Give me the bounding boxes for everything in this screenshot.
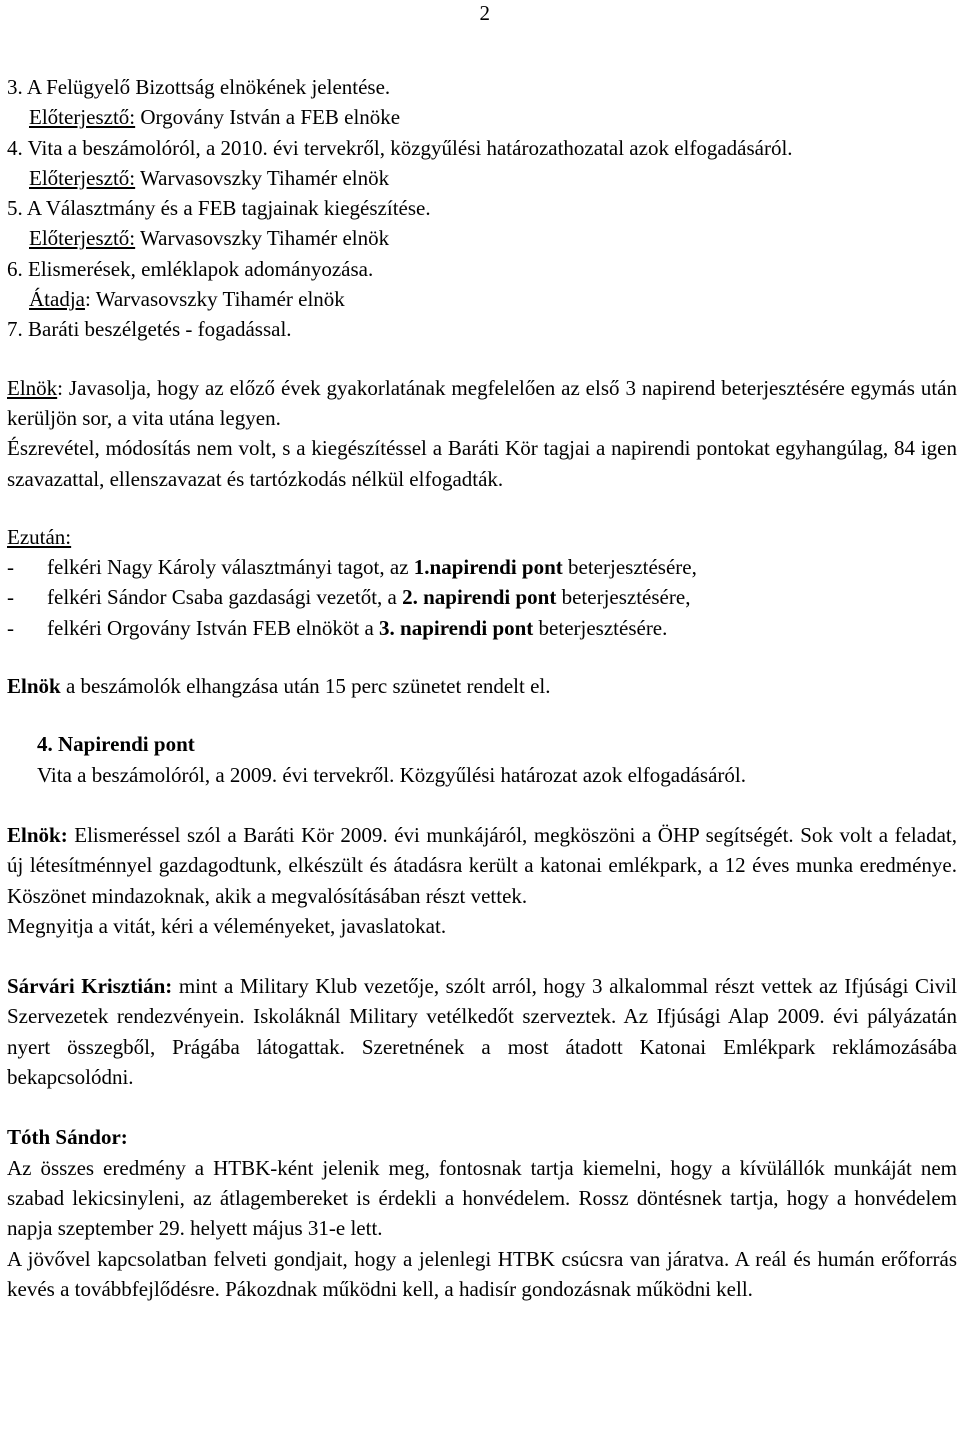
speaker-label: Sárvári Krisztián: bbox=[7, 974, 173, 999]
dash-marker: - bbox=[7, 585, 14, 610]
ezutan-heading: Ezután: bbox=[7, 524, 72, 549]
vote-result: Észrevétel, módosítás nem volt, s a kiegészítéssel a Baráti Kör tagjai a napirendi pontokat egyhangúlag, 84 igen szavazattal, ellenszavazat és tartózkodás nélkül elfogadták. bbox=[7, 436, 957, 491]
napirend-4-title: 4. Napirendi pont bbox=[37, 732, 195, 757]
paragraph-text: a beszámolók elhangzása után 15 perc szünetet rendelt el. bbox=[60, 674, 551, 699]
ezutan-item-2 bbox=[7, 582, 957, 612]
presenter-name: Warvasovszky Tihamér elnök bbox=[135, 165, 390, 190]
speaker-label: Elnök bbox=[7, 375, 58, 400]
paragraph-text: Elismeréssel szól a Baráti Kör 2009. évi munkájáról, megköszöni a ÖHP segítségét. Sok volt a feladat, új létesítménnyel gazdagodtunk, elkészült és átadásra került a katonai emlékpark, a 12 éves munka eredménye. Köszönet mindazoknak, akik a megvalósításában részt vettek. bbox=[7, 822, 957, 908]
chair-opens-debate: Megnyitja a vitát, kéri a véleményeket, javaslatokat. bbox=[7, 913, 447, 938]
ezutan-item-1 bbox=[7, 552, 957, 582]
agenda-item-7: 7. Baráti beszélgetés - fogadással. bbox=[7, 317, 292, 342]
presenter-label: Átadja bbox=[29, 287, 85, 312]
chair-proposal bbox=[7, 373, 957, 434]
presenter-label: Előterjesztő: bbox=[29, 105, 136, 130]
agenda-item-4: 4. Vita a beszámolóról, a 2010. évi tervekről, közgyűlési határozathozatal azok elfogadásáról. bbox=[7, 135, 793, 160]
agenda-item-3-presenter bbox=[7, 102, 957, 132]
toth-statement-1: Az összes eredmény a HTBK-ként jelenik meg, fontosnak tartja kiemelni, hogy a kívülállók munkáját nem szabad lekicsinyleni, az átlagembereket is érdekli a honvédelem. Rossz döntésnek tartja, hogy a honvédelem napja szeptember 29. helyett május 31-e lett. bbox=[7, 1155, 957, 1241]
agenda-item-6: 6. Elismerések, emléklapok adományozása. bbox=[7, 256, 374, 281]
paragraph-text: mint a Military Klub vezetője, szólt arról, hogy 3 alkalommal részt vettek az Ifjúsági Civil Szervezetek rendezvényein. Iskoláknál Military vetélkedőt szerveztek. Az Ifjúsági Alap 2009. évi pályázatán nyert összegből, Prágába látogattak. Szeretnének a most átadott Katonai Emlékpark reklámozásába bekapcsolódni. bbox=[7, 974, 958, 1090]
sarvari-statement bbox=[7, 971, 957, 1092]
ezutan-text: felkéri Orgovány István FEB elnököt a 3. napirendi pont beterjesztésére. bbox=[47, 615, 668, 640]
ezutan-label bbox=[7, 522, 957, 552]
presenter-name: Warvasovszky Tihamér elnök bbox=[135, 226, 390, 251]
ezutan-text: felkéri Sándor Csaba gazdasági vezetőt, a 2. napirendi pont beterjesztésére, bbox=[47, 585, 691, 610]
toth-label: Tóth Sándor: bbox=[7, 1125, 128, 1150]
agenda-item-6-presenter bbox=[7, 284, 957, 314]
break-note bbox=[7, 671, 957, 701]
napirend-4-subtitle: Vita a beszámolóról, a 2009. évi tervekről. Közgyűlési határozat azok elfogadásáról. bbox=[37, 762, 746, 787]
ezutan-item-3 bbox=[7, 613, 957, 643]
presenter-name: : Warvasovszky Tihamér elnök bbox=[84, 287, 345, 312]
speaker-label: Elnök bbox=[7, 674, 61, 699]
page-number: 2 bbox=[479, 1, 490, 25]
paragraph-text: : Javasolja, hogy az előző évek gyakorlatának megfelelően az első 3 napirend beterjesztésére egymás után kerüljön sor, a vita utána legyen. bbox=[7, 375, 957, 430]
agenda-item-5-presenter bbox=[7, 223, 957, 253]
dash-marker: - bbox=[7, 555, 14, 580]
agenda-item-4-presenter bbox=[7, 163, 957, 193]
chair-statement bbox=[7, 820, 957, 911]
presenter-name: Orgovány István a FEB elnöke bbox=[135, 105, 401, 130]
agenda-item-5: 5. A Választmány és a FEB tagjainak kiegészítése. bbox=[7, 196, 431, 221]
ezutan-text: felkéri Nagy Károly választmányi tagot, az 1.napirendi pont beterjesztésére, bbox=[47, 555, 697, 580]
agenda-item-3: 3. A Felügyelő Bizottság elnökének jelentése. bbox=[7, 75, 391, 99]
speaker-label: Elnök: bbox=[7, 822, 68, 847]
document-page bbox=[7, 72, 957, 1304]
dash-marker: - bbox=[7, 615, 14, 640]
toth-statement-2: A jövővel kapcsolatban felveti gondjait, hogy a jelenlegi HTBK csúcsra van járatva. A reál és humán erőforrás kevés a továbbfejlődésre. Pákozdnak működni kell, a hadisír gondozásnak működni kell. bbox=[7, 1246, 957, 1301]
presenter-label: Előterjesztő: bbox=[29, 226, 136, 251]
presenter-label: Előterjesztő: bbox=[29, 165, 136, 190]
